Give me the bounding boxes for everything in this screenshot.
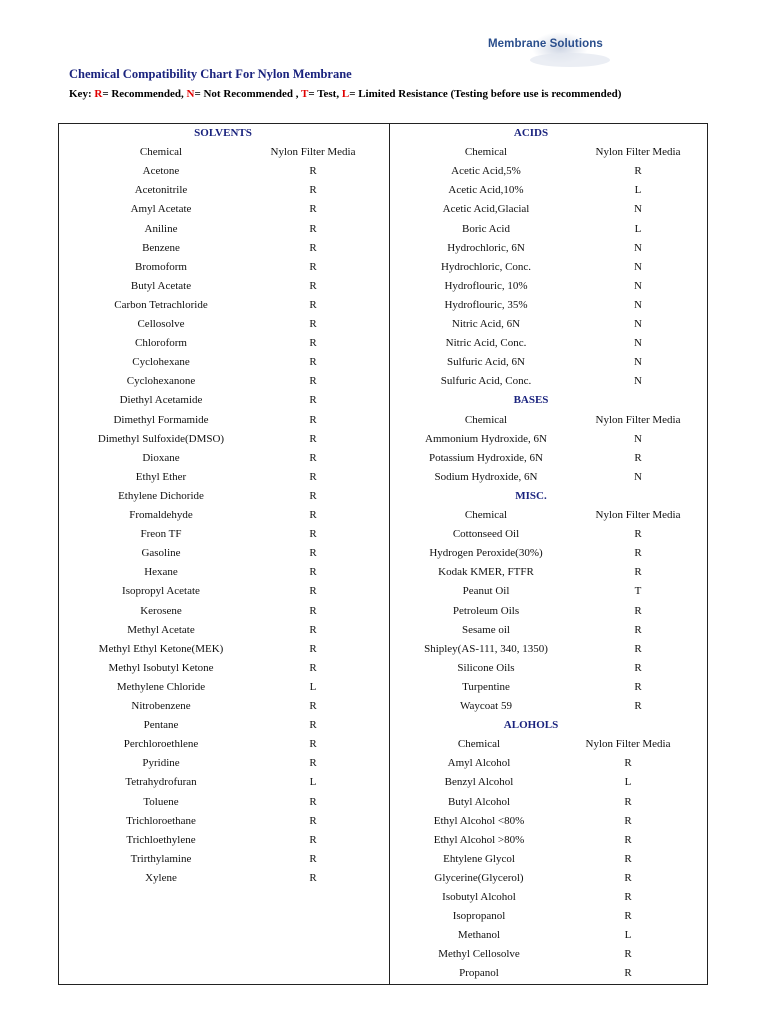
chemical-name: Trichloethylene	[126, 833, 196, 846]
chemical-name: Waycoat 59	[460, 700, 512, 712]
rating-value: R	[309, 241, 317, 254]
rating-value: L	[309, 680, 317, 693]
chemical-name: Acetic Acid,5%	[451, 165, 521, 178]
table-row	[0, 773, 768, 792]
rating-value: R	[309, 222, 317, 235]
table-row	[0, 181, 768, 200]
table-row	[0, 869, 768, 888]
table-row	[0, 315, 768, 334]
section-title: ALOHOLS	[503, 719, 559, 732]
table-row	[0, 220, 768, 239]
rating-value: N	[634, 356, 642, 369]
column-header-row	[0, 506, 768, 525]
rating-value: N	[634, 241, 642, 254]
chemical-name: Chemical	[464, 413, 508, 426]
chemical-name: Chemical	[464, 146, 508, 159]
chemical-name: Toluene	[143, 795, 179, 808]
rating-value: R	[309, 700, 317, 712]
chemical-name: Chemical	[464, 509, 508, 521]
chemical-name: Propanol	[459, 967, 499, 980]
chemical-name: Aniline	[144, 222, 178, 235]
rating-value: R	[634, 661, 642, 674]
rating-value: T	[634, 585, 642, 598]
rating-value: Nylon Filter Media	[595, 509, 681, 521]
rating-value: R	[309, 719, 317, 732]
chemical-name: Methanol	[457, 929, 501, 942]
rating-value: R	[309, 260, 317, 273]
rating-value: R	[309, 489, 317, 502]
rating-value: R	[634, 680, 642, 693]
table-row	[0, 468, 768, 487]
table-row	[0, 964, 768, 983]
rating-value: R	[309, 413, 317, 426]
rating-value: R	[624, 757, 632, 770]
chemical-name: Cottonseed Oil	[452, 528, 520, 541]
chemical-name: Dimethyl Formamide	[113, 413, 209, 426]
table-row	[0, 525, 768, 544]
table-row	[0, 334, 768, 353]
rating-value: R	[309, 470, 317, 483]
rating-value: R	[309, 795, 317, 808]
chemical-name: Chloroform	[135, 337, 187, 350]
section-heading-acids	[0, 124, 768, 143]
rating-value: Nylon Filter Media	[595, 146, 681, 159]
rating-value: R	[309, 871, 317, 884]
table-row	[0, 659, 768, 678]
rating-value: R	[309, 279, 317, 292]
chemical-name: Kodak KMER, FTFR	[438, 566, 534, 579]
rating-value: N	[634, 260, 642, 273]
rating-value: R	[309, 337, 317, 350]
chemical-name: Ethyl Alcohol <80%	[433, 814, 525, 827]
key-n-text: = Not Recommended ,	[194, 88, 302, 100]
rating-value: R	[624, 814, 632, 827]
chemical-name: Hydroflouric, 35%	[444, 298, 528, 311]
chemical-name: Hexane	[144, 566, 178, 579]
rating-value: R	[309, 165, 317, 178]
chemical-name: Nitric Acid, 6N	[451, 318, 521, 330]
rating-value: R	[309, 318, 317, 330]
rating-value: R	[309, 642, 317, 655]
chemical-name: Hydrochloric, 6N	[447, 241, 525, 254]
chemical-name: Boric Acid	[462, 222, 510, 235]
rating-value: R	[624, 948, 632, 961]
chemical-name: Trichloroethane	[126, 814, 196, 827]
chemical-name: Hydroflouric, 10%	[444, 279, 528, 292]
chemical-name: Sodium Hydroxide, 6N	[434, 470, 538, 483]
table-row	[0, 449, 768, 468]
rating-value: N	[634, 279, 642, 292]
key-l-text: = Limited Resistance (Testing before use is recommended)	[349, 88, 622, 100]
chemical-name: Glycerine(Glycerol)	[434, 871, 524, 884]
table-row	[0, 907, 768, 926]
rating-value: R	[624, 852, 632, 865]
rating-value: R	[309, 451, 317, 464]
chemical-name: Nitric Acid, Conc.	[445, 337, 527, 350]
table-row	[0, 582, 768, 601]
chemical-name: Shipley(AS-111, 340, 1350)	[424, 642, 548, 655]
table-row	[0, 563, 768, 582]
chemical-name: Trirthylamine	[130, 852, 192, 865]
chemical-name: Acetic Acid,Glacial	[442, 203, 530, 216]
key-legend	[69, 88, 621, 100]
table-row	[0, 697, 768, 716]
rating-value: L	[624, 776, 632, 789]
rating-value: R	[309, 394, 317, 407]
rating-value: R	[309, 661, 317, 674]
table-row	[0, 544, 768, 563]
chemical-name: Methylene Chloride	[116, 680, 206, 693]
rating-value: R	[309, 566, 317, 579]
table-row	[0, 239, 768, 258]
key-l-letter: L	[341, 88, 350, 100]
rating-value: Nylon Filter Media	[595, 413, 681, 426]
rating-value: R	[634, 566, 642, 579]
rating-value: R	[309, 298, 317, 311]
rating-value: R	[309, 623, 317, 636]
chemical-name: Cellosolve	[137, 318, 185, 330]
rating-value: L	[624, 929, 632, 942]
rating-value: R	[624, 871, 632, 884]
section-heading-bases	[0, 391, 768, 410]
table-row	[0, 812, 768, 831]
key-n-letter: N	[186, 88, 195, 100]
section-title: ACIDS	[513, 127, 549, 139]
rating-value: R	[309, 852, 317, 865]
rating-value: R	[634, 165, 642, 178]
key-t-letter: T	[301, 88, 309, 100]
rating-value: R	[634, 642, 642, 655]
chemical-name: Turpentine	[462, 680, 510, 693]
table-row	[0, 621, 768, 640]
rating-value: L	[309, 776, 317, 789]
rating-value: R	[634, 623, 642, 636]
table-row	[0, 888, 768, 907]
chemical-name: Xylene	[145, 871, 177, 884]
rating-value: R	[624, 795, 632, 808]
chemical-name: Ethylene Dichoride	[118, 489, 204, 502]
rating-value: R	[634, 451, 642, 464]
section-title: BASES	[513, 394, 549, 407]
chemical-name: Amyl Alcohol	[447, 757, 511, 770]
rating-value: N	[634, 432, 642, 445]
table-row	[0, 831, 768, 850]
table-row	[0, 793, 768, 812]
table-row	[0, 372, 768, 391]
rating-value: R	[309, 184, 317, 197]
rating-value: R	[624, 833, 632, 846]
table-row	[0, 678, 768, 697]
chemical-name: Sulfuric Acid, 6N	[447, 356, 525, 369]
table-row	[0, 277, 768, 296]
rating-value: R	[309, 833, 317, 846]
chemical-name: Sulfuric Acid, Conc.	[440, 375, 532, 388]
rating-value: R	[309, 604, 317, 617]
rating-value: R	[309, 528, 317, 541]
chemical-name: Methyl Isobutyl Ketone	[108, 661, 214, 674]
chemical-name: Cyclohexanone	[126, 375, 196, 388]
rating-value: R	[309, 757, 317, 770]
rating-value: L	[634, 222, 642, 235]
table-row	[0, 926, 768, 945]
rating-value: N	[634, 470, 642, 483]
section-title: SOLVENTS	[194, 127, 252, 139]
table-row	[0, 640, 768, 659]
rating-value: N	[634, 318, 642, 330]
chemical-name: Sesame oil	[462, 623, 510, 636]
rating-value: R	[309, 738, 317, 751]
section-title: MISC.	[515, 489, 547, 502]
rating-value: Nylon Filter Media	[270, 146, 356, 159]
chemical-name: Chemical	[139, 146, 183, 159]
section-heading-alcohols	[0, 716, 768, 735]
chemical-name: Benzene	[142, 241, 180, 254]
chemical-name: Acetic Acid,10%	[448, 184, 524, 197]
chemical-name: Isopropanol	[452, 910, 506, 923]
chemical-name: Benzyl Alcohol	[444, 776, 514, 789]
rating-value: N	[634, 203, 642, 216]
rating-value: N	[634, 298, 642, 311]
chemical-name: Gasoline	[141, 547, 181, 560]
chemical-name: Acetonitrile	[134, 184, 188, 197]
key-t-text: = Test,	[308, 88, 342, 100]
chemical-name: Hydrogen Peroxide(30%)	[429, 547, 543, 560]
rating-value: R	[634, 700, 642, 712]
chemical-name: Tetrahydrofuran	[125, 776, 197, 789]
chemical-name: Perchloroethlene	[123, 738, 199, 751]
key-prefix: Key:	[69, 88, 95, 100]
table-row	[0, 200, 768, 219]
chemical-name: Kerosene	[140, 604, 182, 617]
rating-value: N	[634, 375, 642, 388]
rating-value: R	[309, 814, 317, 827]
chemical-name: Ehtylene Glycol	[443, 852, 515, 865]
table-row	[0, 754, 768, 773]
chemical-name: Ethyl Ether	[135, 470, 187, 483]
page-title: Chemical Compatibility Chart For Nylon Membrane	[69, 67, 352, 81]
column-header-row	[0, 411, 768, 430]
chemical-name: Pentane	[143, 719, 179, 732]
key-r-letter: R	[94, 88, 103, 100]
chemical-name: Dimethyl Sulfoxide(DMSO)	[97, 432, 225, 445]
chemical-name: Amyl Acetate	[130, 203, 192, 216]
chemical-name: Freon TF	[140, 528, 182, 541]
rating-value: Nylon Filter Media	[585, 738, 671, 751]
rating-value: R	[309, 375, 317, 388]
chemical-name: Pyridine	[142, 757, 180, 770]
rating-value: R	[634, 547, 642, 560]
column-header-row	[0, 735, 768, 754]
rating-value: R	[634, 604, 642, 617]
chemical-name: Isobutyl Alcohol	[442, 891, 516, 903]
chemical-name: Potassium Hydroxide, 6N	[429, 451, 543, 464]
chemical-name: Butyl Alcohol	[447, 795, 511, 808]
table-row	[0, 296, 768, 315]
membrane-solutions-logo-graphic	[470, 30, 640, 70]
column-header-row	[0, 143, 768, 162]
table-row	[0, 602, 768, 621]
table-row	[0, 945, 768, 964]
chemical-name: Carbon Tetrachloride	[114, 298, 208, 311]
chemical-name: Dioxane	[142, 451, 180, 464]
chemical-name: Fromaldehyde	[129, 509, 193, 521]
chemical-name: Bromoform	[135, 260, 187, 273]
rating-value: R	[624, 891, 632, 903]
rating-value: R	[624, 910, 632, 923]
table-row	[0, 258, 768, 277]
table-row	[0, 850, 768, 869]
rating-value: R	[309, 432, 317, 445]
table-row	[0, 430, 768, 449]
chemical-name: Ammonium Hydroxide, 6N	[425, 432, 547, 445]
rating-value: R	[309, 585, 317, 598]
section-heading-misc	[0, 487, 768, 506]
chemical-name: Methyl Acetate	[127, 623, 195, 636]
table-row	[0, 353, 768, 372]
chemical-name: Butyl Acetate	[130, 279, 192, 292]
chemical-name: Acetone	[142, 165, 180, 178]
chemical-name: Silicone Oils	[457, 661, 515, 674]
chemical-name: Methyl Cellosolve	[438, 948, 520, 961]
brand-name: Membrane Solutions	[488, 38, 603, 50]
chemical-name: Hydrochloric, Conc.	[440, 260, 532, 273]
rating-value: R	[634, 528, 642, 541]
table-row	[0, 162, 768, 181]
rating-value: R	[309, 356, 317, 369]
chemical-name: Ethyl Alcohol >80%	[433, 833, 525, 846]
rating-value: R	[309, 509, 317, 521]
chemical-name: Diethyl Acetamide	[119, 394, 203, 407]
chemical-name: Chemical	[457, 738, 501, 751]
chemical-name: Isopropyl Acetate	[122, 585, 200, 598]
rating-value: R	[624, 967, 632, 980]
rating-value: R	[309, 203, 317, 216]
key-r-text: = Recommended,	[102, 88, 187, 100]
chemical-name: Peanut Oil	[462, 585, 510, 598]
rating-value: L	[634, 184, 642, 197]
chemical-name: Methyl Ethyl Ketone(MEK)	[98, 642, 224, 655]
chemical-name: Nitrobenzene	[131, 700, 191, 712]
chemical-name: Petroleum Oils	[452, 604, 520, 617]
rating-value: R	[309, 547, 317, 560]
chemical-name: Cyclohexane	[132, 356, 190, 369]
rating-value: N	[634, 337, 642, 350]
